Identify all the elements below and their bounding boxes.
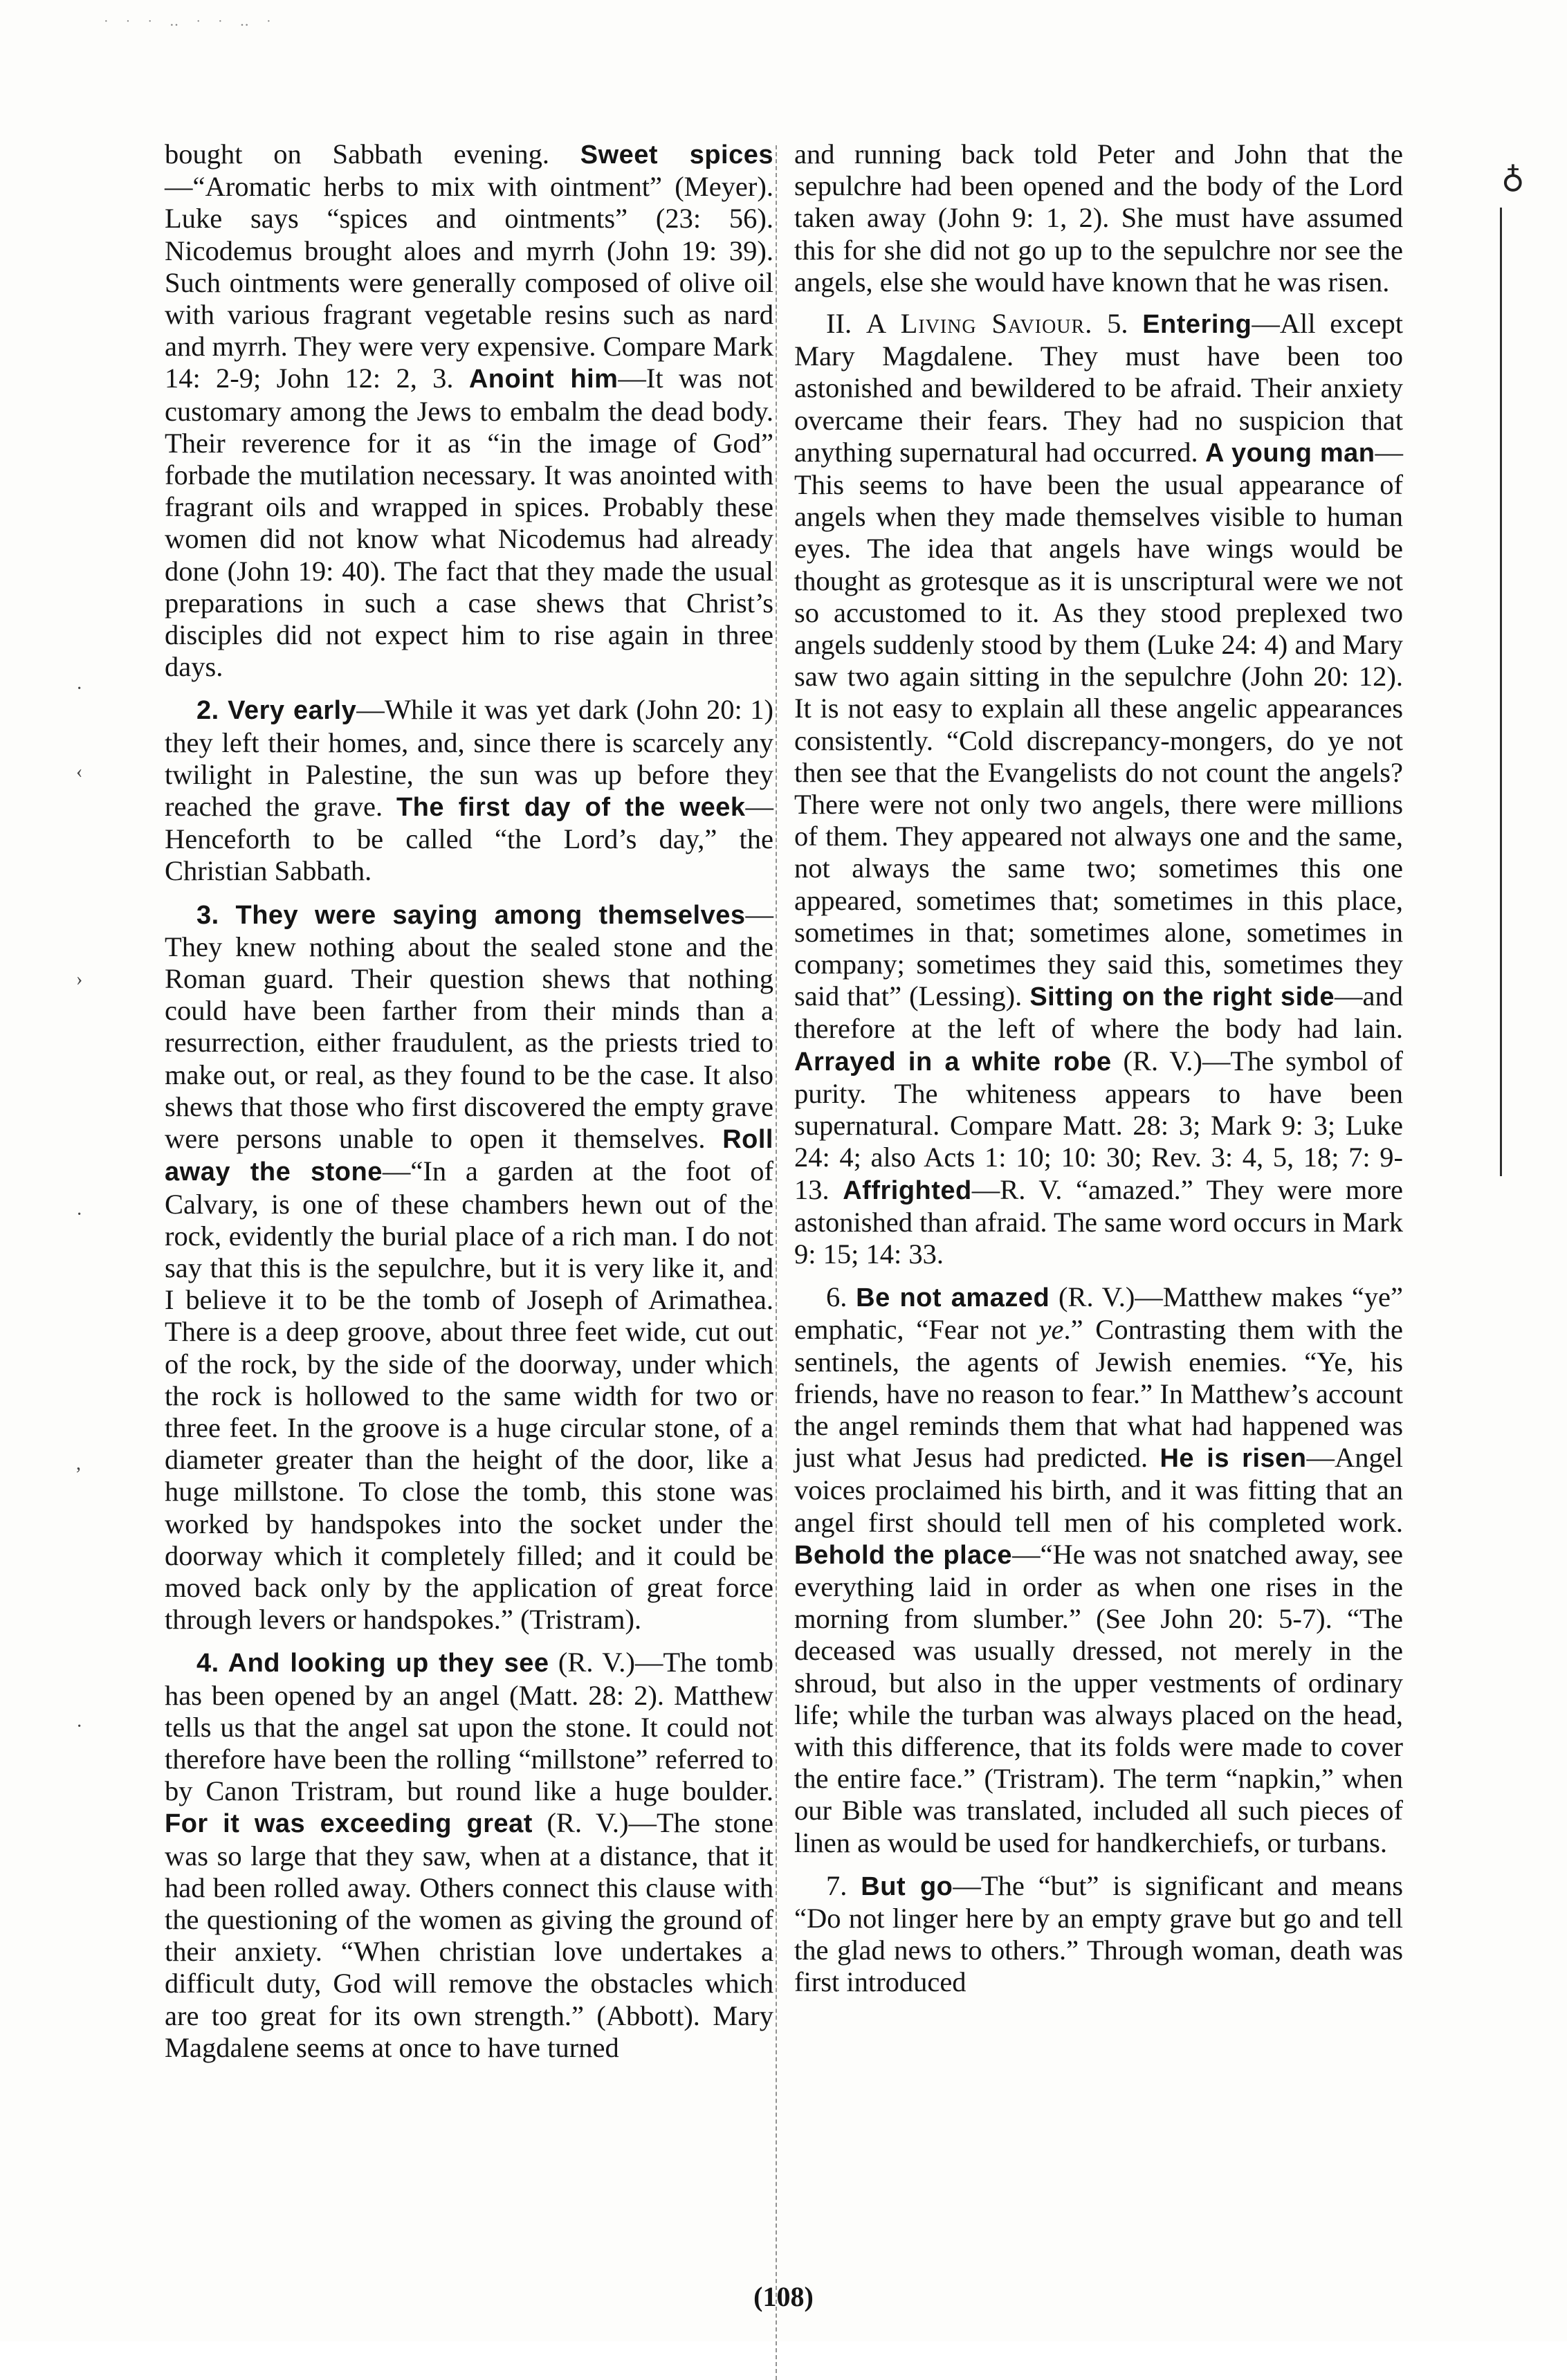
right-paragraph: II. A Living Saviour. 5. Entering—All except Mary Magdalene. They must have been too astonished and bewildered to be afraid. Their anxiety overcame their fears. They had no suspicion that anything supernatural had occurred. A young man—This seems to have been the usual appearance of angels when they made themselves visible to human eyes. The idea that angels have wings would be thought as grotesque as it is unscriptural were we not so accustomed to it. As they stood preplexed two angels suddenly stood by them (Luke 24: 4) and Mary saw two again sitting in the sepulchre (John 20: 12). It is not easy to explain all these angelic appearances consistently. “Cold discrepancy-mongers, do ye not then see that the Evangelists do not count the angels? There were not only two angels, there were millions of them. They appeared not always one and the same, not always the same two; sometimes this one appeared, sometimes that; sometimes in this place, sometimes in that; sometimes alone, sometimes in company; sometimes they said this, sometimes they said that” (Lessing). Sitting on the right side—and therefore at the left of where the body had lain. Arrayed in a white robe (R. V.)—The symbol of purity. The whiteness appears to have been supernatural. Compare Matt. 28: 3; Mark 9: 3; Luke 24: 4; also Acts 1: 10; 10: 30; Rev. 3: 4, 5, 18; 7: 9-13. Affrighted—R. V. “amazed.” They were more astonished than afraid. The same word occurs in Mark 9: 15; 14: 33. [794, 308, 1404, 1270]
margin-specks: · ‹ › · , · [76, 678, 83, 1737]
margin-rule [1500, 208, 1502, 1176]
right-paragraph: 6. Be not amazed (R. V.)—Matthew makes “ye” emphatic, “Fear not ye.” Contrasting them with the sentinels, the agents of Jewish enemies. “Ye, his friends, have no reason to fear.” In Matthew’s account the angel reminds them that what had happened was just what Jesus had predicted. He is risen—Angel voices proclaimed his birth, and it was fitting that an angel first should tell men of his completed work. Behold the place—“He was not snatched away, see everything laid in order as when one rises in the morning from slumber.” (See John 20: 5-7). “The deceased was usually dressed, not merely in the shroud, but also in the upper vestments of ordinary life; while the turban was always placed on the head, with this difference, that its folds were made to cover the entire face.” (Tristram). The term “napkin,” when our Bible was translated, included all such pieces of linen as would be used for handkerchiefs, or turbans. [794, 1281, 1404, 1858]
page-number: (108) [753, 2281, 814, 2312]
right-paragraph: 7. But go—The “but” is significant and means “Do not linger here by an empty grave but go and tell the glad news to others.” Through woman, death was first introduced [794, 1869, 1403, 1998]
left-paragraph: bought on Sabbath evening. Sweet spices—“Aromatic herbs to mix with ointment” (Meyer). Luke says “spices and ointments” (23: 56). Nicodemus brought aloes and myrrh (John 19: 39). Such ointments were generally composed of olive oil with various fragrant vegetable resins such as nard and myrrh. They were very expensive. Compare Mark 14: 2-9; John 12: 2, 3. Anoint him—It was not customary among the Jews to embalm the dead body. Their reverence for it as “in the image of God” forbade the mutilation necessary. It was anointed with fragrant oils and wrapped in spices. Probably these women did not know what Nicodemus had already done (John 19: 40). The fact that they made the usual preparations in such a case shews that Christ’s disciples did not expect him to rise again in three days. [165, 138, 774, 683]
scan-artifact-top: · · · ‥ · · ‥ · [104, 14, 278, 29]
left-paragraph: 2. Very early—While it was yet dark (John 20: 1) they left their homes, and, since there is scarcely any twilight in Palestine, the sun was up before they reached the grave. The first day of the week—Henceforth to be called “the Lord’s day,” the Christian Sabbath. [165, 694, 774, 887]
column-divider [776, 145, 777, 2380]
left-paragraph: 4. And looking up they see (R. V.)—The tomb has been opened by an angel (Matt. 28: 2). Matthew tells us that the angel sat upon the stone. It could not therefore have been the rolling “millstone” referred to by Canon Tristram, but round like a huge boulder. For it was exceeding great (R. V.)—The stone was so large that they saw, when at a distance, that it had been rolled away. Others connect this clause with the questioning of the women as giving the ground of their anxiety. “When christian love undertakes a difficult duty, God will remove the obstacles which are too great for its own strength.” (Abbott). Mary Magdalene seems at once to have turned [165, 1647, 773, 2063]
right-column [794, 138, 1403, 1999]
left-paragraph: 3. They were saying among themselves—They knew nothing about the sealed stone and the Roman guard. Their question shews that nothing could have been farther from their minds than a resurrection, either fraudulent, as the priests tried to make out, or real, as they found to be the case. It also shews that those who first discovered the empty grave were persons unable to open it themselves. Roll away the stone—“In a garden at the foot of Calvary, is one of these chambers hewn out of the rock, evidently the burial place of a rich man. I do not say that this is the sepulchre, but it is very like it, and I believe it to be the tomb of Joseph of Arimathea. There is a deep groove, about three feet wide, cut out of the rock, by the side of the doorway, under which the rock is hollowed to the same width for two or three feet. In the groove is a huge circular stone, of a diameter greater than the height of the door, like a huge millstone. To close the tomb, this stone was worked by handspokes into the socket under the doorway which it completely filled; and it could be moved back only by the application of great force through levers or handspokes.” (Tristram). [165, 898, 774, 1636]
left-column [165, 138, 773, 2064]
margin-mark-icon: ♁ [1501, 159, 1525, 194]
right-paragraph: and running back told Peter and John that the sepulchre had been opened and the body of the Lord taken away (John 9: 1, 2). She must have assumed this for she did not go up to the sepulchre nor see the angels, else she would have known that he was risen. [794, 138, 1403, 298]
